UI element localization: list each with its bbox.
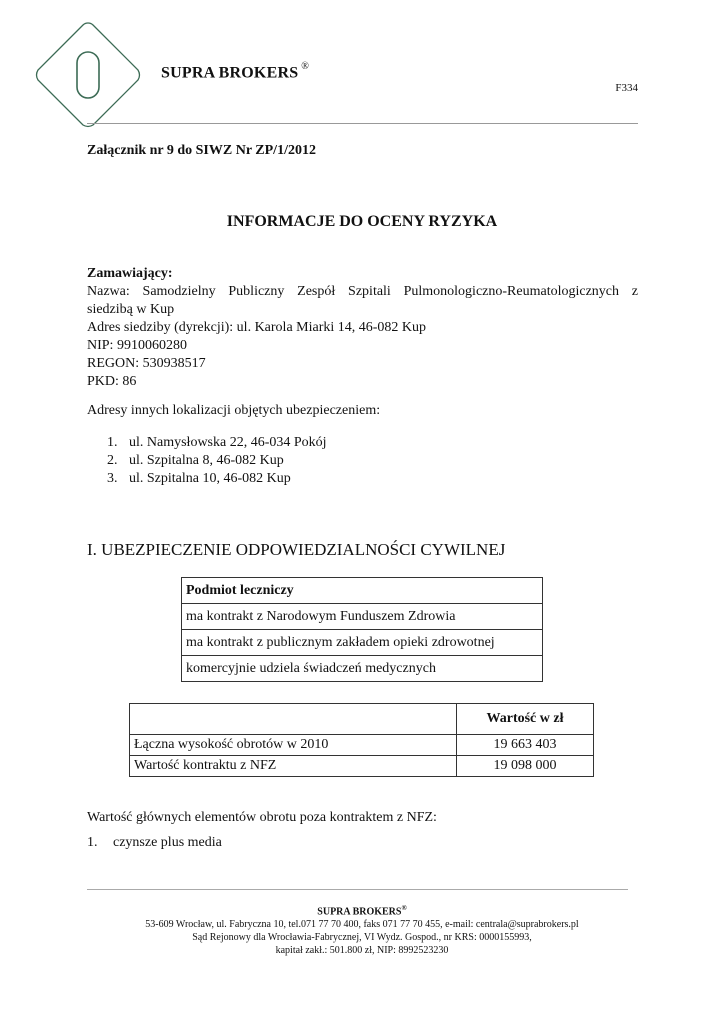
elements-intro: Wartość głównych elementów obrotu poza kontraktem z NFZ: bbox=[87, 810, 437, 825]
customer-block bbox=[87, 265, 638, 391]
table-cell: 19 663 403 bbox=[457, 735, 594, 756]
customer-pkd: PKD: 86 bbox=[87, 374, 137, 389]
customer-label: Zamawiający: bbox=[87, 266, 173, 281]
list-text: ul. Namysłowska 22, 46-034 Pokój bbox=[129, 435, 327, 450]
table-cell: ma kontrakt z Narodowym Funduszem Zdrowia bbox=[182, 604, 543, 630]
brand-name: SUPRA BROKERS ® bbox=[161, 61, 310, 82]
customer-name-line1: Nazwa: Samodzielny Publiczny Zespół Szpitali Pulmonologiczno-Reumatologicznych z bbox=[87, 284, 638, 299]
document-code: F334 bbox=[615, 82, 638, 94]
list-text: ul. Szpitalna 10, 46-082 Kup bbox=[129, 471, 291, 486]
footer-brand: SUPRA BROKERS® bbox=[317, 904, 407, 918]
list-number: 1. bbox=[107, 435, 118, 450]
table-row bbox=[182, 604, 543, 630]
customer-name-line2: siedzibą w Kup bbox=[87, 302, 175, 317]
values-table bbox=[129, 703, 594, 777]
table-row bbox=[182, 656, 543, 682]
entity-table bbox=[181, 577, 543, 682]
header-divider bbox=[87, 123, 638, 124]
section-title: I. UBEZPIECZENIE ODPOWIEDZIALNOŚCI CYWILNEJ bbox=[87, 540, 506, 559]
table-cell: 19 098 000 bbox=[457, 756, 594, 777]
table-row bbox=[130, 735, 594, 756]
document-title: INFORMACJE DO OCENY RYZYKA bbox=[226, 213, 498, 230]
customer-address: Adres siedziby (dyrekcji): ul. Karola Miarki 14, 46-082 Kup bbox=[87, 320, 427, 335]
list-item bbox=[87, 434, 327, 452]
table-row bbox=[130, 756, 594, 777]
list-number: 1. bbox=[87, 835, 98, 850]
diamond-logo-icon bbox=[33, 20, 143, 130]
table-header-cell: Podmiot leczniczy bbox=[182, 578, 543, 604]
list-text: ul. Szpitalna 8, 46-082 Kup bbox=[129, 453, 284, 468]
footer-capital: kapitał zakł.: 501.800 zł, NIP: 8992523230 bbox=[275, 945, 449, 957]
table-row bbox=[182, 578, 543, 604]
elements-list bbox=[87, 835, 222, 851]
list-item bbox=[87, 470, 327, 488]
locations-intro: Adresy innych lokalizacji objętych ubezpieczeniem: bbox=[87, 403, 381, 418]
footer bbox=[0, 902, 724, 957]
list-item bbox=[87, 452, 327, 470]
customer-regon: REGON: 530938517 bbox=[87, 356, 206, 371]
table-row bbox=[182, 630, 543, 656]
table-cell: Łączna wysokość obrotów w 2010 bbox=[130, 735, 457, 756]
table-cell: ma kontrakt z publicznym zakładem opieki zdrowotnej bbox=[182, 630, 543, 656]
list-number: 3. bbox=[107, 471, 118, 486]
table-header-cell: Wartość w zł bbox=[457, 704, 594, 735]
footer-divider bbox=[87, 889, 628, 890]
list-text: czynsze plus media bbox=[113, 835, 222, 850]
table-cell: Wartość kontraktu z NFZ bbox=[130, 756, 457, 777]
footer-court: Sąd Rejonowy dla Wrocławia-Fabrycznej, VI Wydz. Gospod., nr KRS: 0000155993, bbox=[192, 932, 532, 944]
locations-list bbox=[87, 434, 327, 488]
footer-address: 53-609 Wrocław, ul. Fabryczna 10, tel.071 77 70 400, faks 071 77 70 455, e-mail: centrala@suprabrokers.pl bbox=[145, 919, 579, 931]
customer-nip: NIP: 9910060280 bbox=[87, 338, 187, 353]
list-item bbox=[87, 835, 222, 851]
list-number: 2. bbox=[107, 453, 118, 468]
annex-reference: Załącznik nr 9 do SIWZ Nr ZP/1/2012 bbox=[87, 143, 316, 158]
table-header-cell bbox=[130, 704, 457, 735]
table-cell: komercyjnie udziela świadczeń medycznych bbox=[182, 656, 543, 682]
table-header-row bbox=[130, 704, 594, 735]
